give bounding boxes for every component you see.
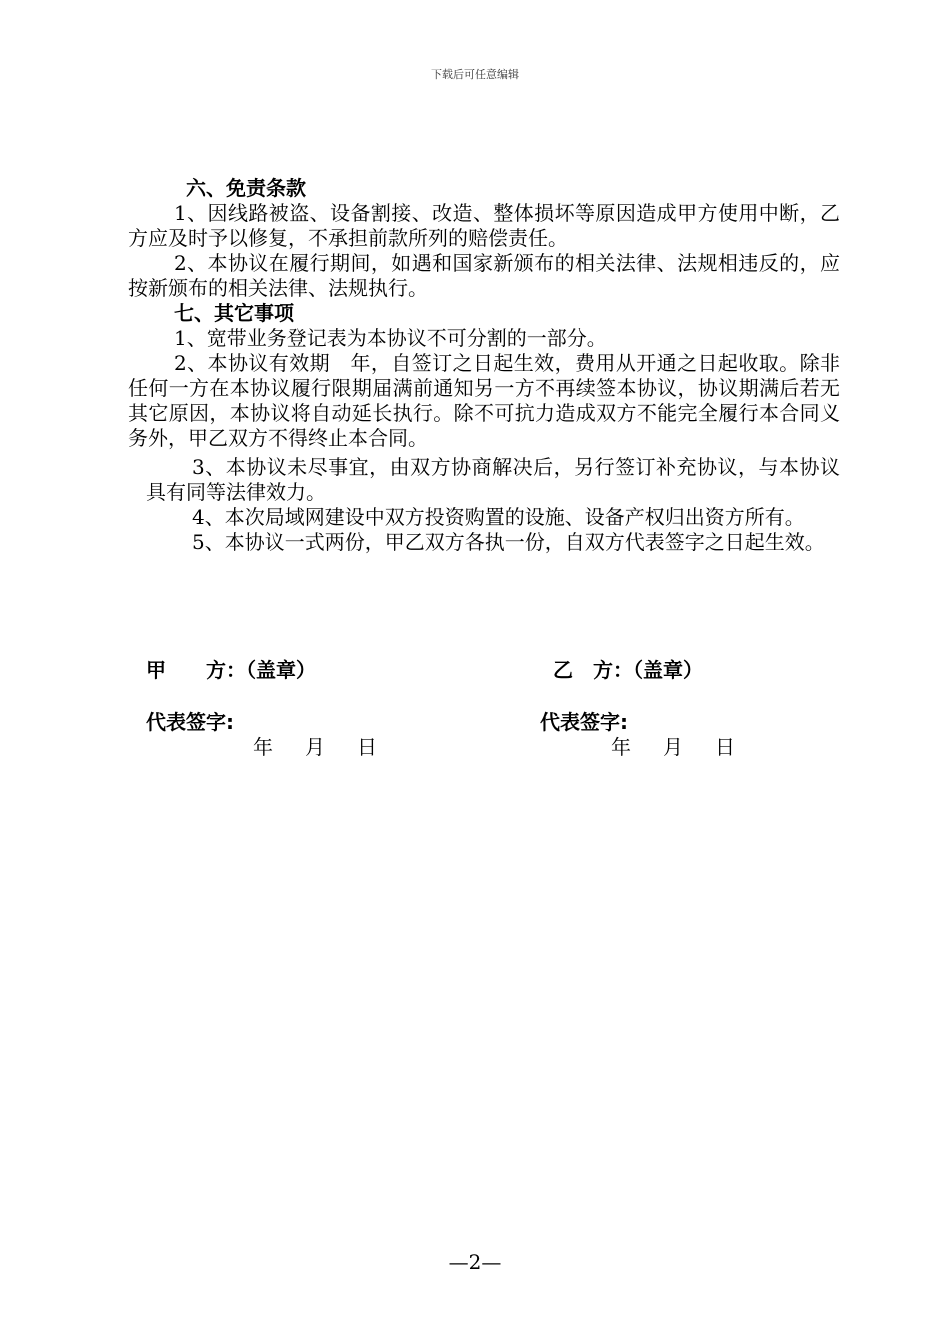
section-7-paragraph-3: 3、本协议未尽事宜，由双方协商解决后，另行签订补充协议，与本协议具有同等法律效力。: [146, 455, 840, 504]
section-6-heading: 六、免责条款: [186, 176, 306, 200]
page-number: —2—: [448, 1250, 502, 1274]
party-a-date: 年 月 日: [253, 735, 383, 759]
section-7-paragraph-2: 2、本协议有效期 年，自签订之日起生效，费用从开通之日起收取。除非任何一方在本协议履行限期届满前通知另一方不再续签本协议，协议期满后若无其它原因，本协议将自动延长执行。除不可抗力造成双方不能完全履行本合同义务外，甲乙双方不得终止本合同。: [128, 351, 840, 450]
section-7-heading: 七、其它事项: [174, 301, 294, 325]
party-b-date: 年 月 日: [611, 735, 741, 759]
party-a-label: 甲 方：（盖章）: [146, 658, 316, 682]
document-body: [128, 176, 840, 555]
section-7-paragraph-4: 4、本次局域网建设中双方投资购置的设施、设备产权归出资方所有。: [192, 505, 805, 529]
section-6-paragraph-2: 2、本协议在履行期间，如遇和国家新颁布的相关法律、法规相违反的，应按新颁布的相关法律、法规执行。: [128, 251, 840, 300]
header-note: 下载后可任意编辑: [431, 68, 519, 81]
section-7-paragraph-1: 1、宽带业务登记表为本协议不可分割的一部分。: [174, 326, 607, 350]
party-b-label: 乙 方：（盖章）: [553, 658, 703, 682]
party-a-representative-label: 代表签字:: [146, 710, 234, 734]
section-6-paragraph-1: 1、因线路被盗、设备割接、改造、整体损坏等原因造成甲方使用中断，乙方应及时予以修复，不承担前款所列的赔偿责任。: [128, 201, 840, 250]
section-7-paragraph-5: 5、本协议一式两份，甲乙双方各执一份，自双方代表签字之日起生效。: [192, 530, 825, 554]
party-b-representative-label: 代表签字:: [540, 710, 628, 734]
